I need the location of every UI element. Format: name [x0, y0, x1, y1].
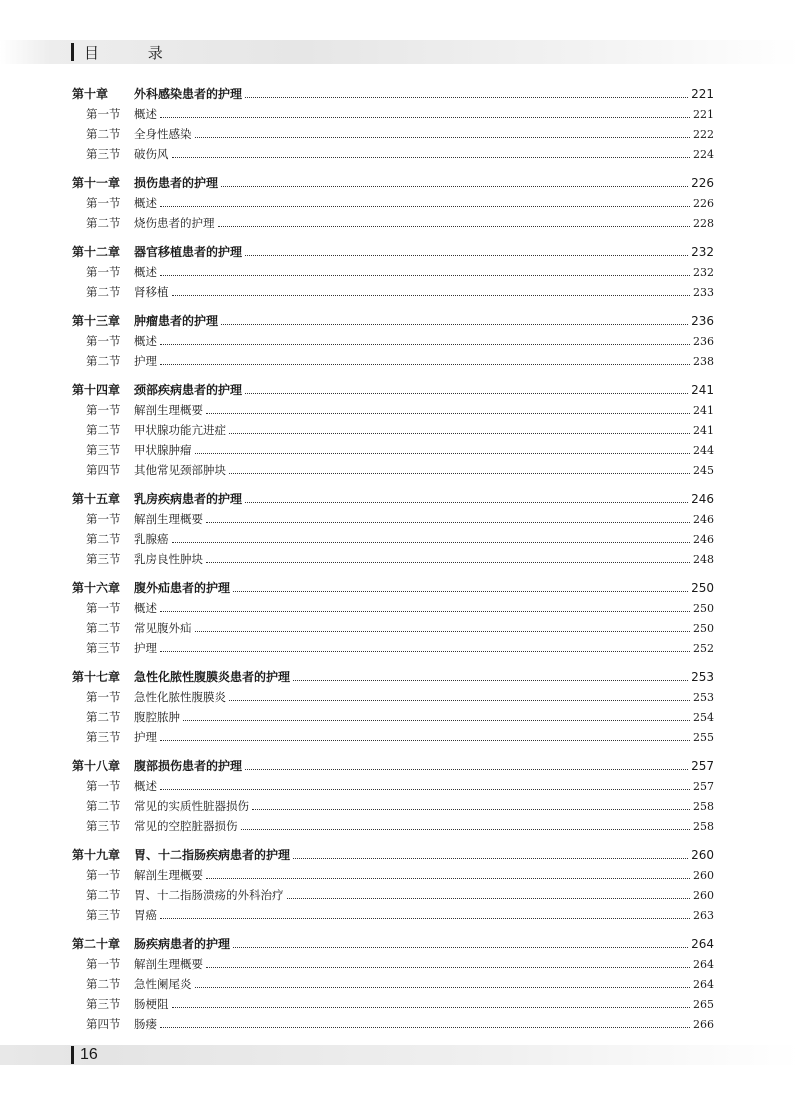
section-entry-number: 第一节	[86, 779, 121, 793]
section-entry-number: 第一节	[86, 512, 121, 526]
section-entry-title: 乳腺癌	[134, 532, 169, 546]
section-entry[interactable]	[72, 598, 714, 618]
chapter-entry[interactable]	[72, 173, 714, 193]
section-entry[interactable]	[72, 816, 714, 836]
section-entry-page: 254	[693, 711, 714, 724]
chapter-entry[interactable]	[72, 845, 714, 865]
section-entry[interactable]	[72, 994, 714, 1014]
section-entry-title: 肠瘘	[134, 1017, 157, 1031]
section-entry-number: 第二节	[86, 977, 121, 991]
chapter-entry-page: 232	[691, 245, 714, 259]
section-entry-page: 236	[693, 335, 714, 348]
section-entry-page: 264	[693, 958, 714, 971]
dot-leader	[245, 392, 688, 394]
section-entry-number: 第三节	[86, 730, 121, 744]
dot-leader	[233, 946, 688, 948]
section-entry-page: 257	[693, 780, 714, 793]
section-entry[interactable]	[72, 420, 714, 440]
dot-leader	[245, 96, 688, 98]
section-entry-title: 甲状腺功能亢进症	[134, 423, 226, 437]
section-entry-page: 252	[693, 642, 714, 655]
dot-leader	[195, 630, 691, 632]
chapter-entry-title: 肿瘤患者的护理	[134, 314, 219, 328]
section-entry-title: 肠梗阻	[134, 997, 169, 1011]
section-entry-page: 246	[693, 533, 714, 546]
section-entry-page: 241	[693, 424, 714, 437]
chapter-entry-number: 第十七章	[72, 670, 121, 684]
section-entry-page: 246	[693, 513, 714, 526]
page-number: 16	[80, 1046, 98, 1063]
section-entry-number: 第二节	[86, 532, 121, 546]
dot-leader	[221, 185, 688, 187]
dot-leader	[172, 294, 691, 296]
section-entry-number: 第一节	[86, 690, 121, 704]
section-entry-page: 233	[693, 286, 714, 299]
section-entry-page: 265	[693, 998, 714, 1011]
section-entry-page: 244	[693, 444, 714, 457]
section-entry-page: 260	[693, 889, 714, 902]
chapter-entry-title: 腹外疝患者的护理	[134, 581, 231, 595]
chapter-entry-title: 腹部损伤患者的护理	[134, 759, 243, 773]
section-entry-page: 258	[693, 800, 714, 813]
dot-leader	[252, 808, 690, 810]
section-entry[interactable]	[72, 509, 714, 529]
footer-accent-bar	[71, 1046, 74, 1064]
section-entry-title: 破伤风	[134, 147, 169, 161]
section-entry-number: 第二节	[86, 216, 121, 230]
dot-leader	[245, 254, 688, 256]
dot-leader	[160, 1026, 690, 1028]
section-entry-title: 乳房良性肿块	[134, 552, 203, 566]
section-entry-title: 烧伤患者的护理	[134, 216, 215, 230]
section-entry-page: 241	[693, 404, 714, 417]
section-entry-number: 第二节	[86, 354, 121, 368]
dot-leader	[293, 679, 688, 681]
chapter-entry-page: 253	[691, 670, 714, 684]
section-entry[interactable]	[72, 1014, 714, 1034]
chapter-entry-title: 颈部疾病患者的护理	[134, 383, 243, 397]
table-of-contents	[72, 84, 714, 1043]
section-entry-title: 胃癌	[134, 908, 157, 922]
section-entry-page: 228	[693, 217, 714, 230]
section-entry[interactable]	[72, 618, 714, 638]
chapter-entry-title: 器官移植患者的护理	[134, 245, 243, 259]
section-entry-title: 解剖生理概要	[134, 403, 203, 417]
section-entry-number: 第三节	[86, 641, 121, 655]
section-entry[interactable]	[72, 262, 714, 282]
section-entry[interactable]	[72, 213, 714, 233]
section-entry[interactable]	[72, 529, 714, 549]
section-entry-page: 266	[693, 1018, 714, 1031]
chapter-block	[72, 242, 714, 302]
section-entry-title: 概述	[134, 779, 157, 793]
dot-leader	[229, 699, 690, 701]
chapter-entry-page: 246	[691, 492, 714, 506]
section-entry[interactable]	[72, 727, 714, 747]
section-entry-number: 第三节	[86, 147, 121, 161]
dot-leader	[195, 452, 691, 454]
dot-leader	[183, 719, 690, 721]
dot-leader	[172, 156, 691, 158]
chapter-entry-number: 第十一章	[72, 176, 121, 190]
section-entry-page: 253	[693, 691, 714, 704]
page-title: 目 录	[84, 44, 185, 62]
section-entry[interactable]	[72, 638, 714, 658]
section-entry[interactable]	[72, 974, 714, 994]
section-entry-page: 250	[693, 622, 714, 635]
section-entry-number: 第三节	[86, 997, 121, 1011]
chapter-entry-page: 226	[691, 176, 714, 190]
section-entry-number: 第四节	[86, 1017, 121, 1031]
chapter-entry-title: 乳房疾病患者的护理	[134, 492, 243, 506]
dot-leader	[221, 323, 688, 325]
section-entry-page: 255	[693, 731, 714, 744]
section-entry-title: 胃、十二指肠溃疡的外科治疗	[134, 888, 284, 902]
dot-leader	[160, 610, 690, 612]
chapter-entry-number: 第十六章	[72, 581, 121, 595]
section-entry-title: 肾移植	[134, 285, 169, 299]
chapter-entry-page: 221	[691, 87, 714, 101]
section-entry-title: 护理	[134, 354, 157, 368]
dot-leader	[245, 768, 688, 770]
section-entry[interactable]	[72, 687, 714, 707]
section-entry-title: 常见的实质性脏器损伤	[134, 799, 249, 813]
section-entry[interactable]	[72, 549, 714, 569]
chapter-entry-number: 第十三章	[72, 314, 121, 328]
section-entry-page: 224	[693, 148, 714, 161]
section-entry-number: 第二节	[86, 285, 121, 299]
section-entry-number: 第二节	[86, 621, 121, 635]
chapter-entry-title: 损伤患者的护理	[134, 176, 219, 190]
section-entry-title: 腹腔脓肿	[134, 710, 180, 724]
section-entry-title: 护理	[134, 730, 157, 744]
dot-leader	[206, 521, 690, 523]
section-entry-number: 第三节	[86, 908, 121, 922]
section-entry-title: 护理	[134, 641, 157, 655]
header-accent-bar	[71, 43, 74, 61]
section-entry[interactable]	[72, 193, 714, 213]
dot-leader	[218, 225, 691, 227]
section-entry-title: 急性阑尾炎	[134, 977, 192, 991]
section-entry-title: 概述	[134, 265, 157, 279]
chapter-entry[interactable]	[72, 84, 714, 104]
chapter-entry-title: 胃、十二指肠疾病患者的护理	[134, 848, 291, 862]
section-entry-title: 常见的空腔脏器损伤	[134, 819, 238, 833]
dot-leader	[229, 472, 690, 474]
dot-leader	[206, 877, 690, 879]
section-entry-page: 263	[693, 909, 714, 922]
section-entry-number: 第二节	[86, 127, 121, 141]
chapter-entry-number: 第十二章	[72, 245, 121, 259]
dot-leader	[160, 274, 690, 276]
section-entry-page: 258	[693, 820, 714, 833]
chapter-block	[72, 311, 714, 371]
section-entry[interactable]	[72, 954, 714, 974]
section-entry[interactable]	[72, 351, 714, 371]
page-header	[0, 40, 800, 64]
section-entry-title: 概述	[134, 107, 157, 121]
chapter-entry[interactable]	[72, 756, 714, 776]
dot-leader	[245, 501, 688, 503]
chapter-entry-number: 第十五章	[72, 492, 121, 506]
chapter-entry-page: 241	[691, 383, 714, 397]
section-entry-page: 260	[693, 869, 714, 882]
chapter-block	[72, 934, 714, 1034]
chapter-entry[interactable]	[72, 578, 714, 598]
chapter-entry[interactable]	[72, 934, 714, 954]
chapter-entry-title: 外科感染患者的护理	[134, 87, 243, 101]
section-entry[interactable]	[72, 144, 714, 164]
chapter-entry-title: 肠疾病患者的护理	[134, 937, 231, 951]
dot-leader	[287, 897, 691, 899]
section-entry[interactable]	[72, 104, 714, 124]
section-entry-number: 第二节	[86, 423, 121, 437]
chapter-block	[72, 578, 714, 658]
dot-leader	[160, 650, 690, 652]
dot-leader	[293, 857, 688, 859]
section-entry-title: 常见腹外疝	[134, 621, 192, 635]
dot-leader	[206, 966, 690, 968]
section-entry-number: 第一节	[86, 868, 121, 882]
section-entry-number: 第四节	[86, 463, 121, 477]
section-entry[interactable]	[72, 865, 714, 885]
dot-leader	[195, 986, 691, 988]
section-entry-title: 概述	[134, 196, 157, 210]
dot-leader	[195, 136, 691, 138]
dot-leader	[229, 432, 690, 434]
chapter-block	[72, 380, 714, 480]
section-entry-title: 解剖生理概要	[134, 868, 203, 882]
section-entry-page: 264	[693, 978, 714, 991]
dot-leader	[160, 343, 690, 345]
section-entry-number: 第一节	[86, 601, 121, 615]
section-entry[interactable]	[72, 796, 714, 816]
chapter-entry[interactable]	[72, 311, 714, 331]
dot-leader	[206, 412, 690, 414]
section-entry-title: 解剖生理概要	[134, 512, 203, 526]
section-entry[interactable]	[72, 905, 714, 925]
chapter-block	[72, 489, 714, 569]
chapter-entry-page: 257	[691, 759, 714, 773]
chapter-entry-page: 236	[691, 314, 714, 328]
chapter-entry-page: 260	[691, 848, 714, 862]
chapter-entry-number: 第十章	[72, 87, 109, 101]
section-entry-title: 概述	[134, 601, 157, 615]
section-entry-page: 221	[693, 108, 714, 121]
section-entry-number: 第二节	[86, 799, 121, 813]
chapter-entry-number: 第二十章	[72, 937, 121, 951]
chapter-block	[72, 173, 714, 233]
section-entry-number: 第一节	[86, 196, 121, 210]
section-entry[interactable]	[72, 282, 714, 302]
section-entry-page: 250	[693, 602, 714, 615]
chapter-entry-number: 第十八章	[72, 759, 121, 773]
dot-leader	[160, 116, 690, 118]
section-entry-page: 238	[693, 355, 714, 368]
section-entry-title: 甲状腺肿瘤	[134, 443, 192, 457]
section-entry[interactable]	[72, 707, 714, 727]
section-entry-page: 226	[693, 197, 714, 210]
section-entry[interactable]	[72, 331, 714, 351]
section-entry[interactable]	[72, 440, 714, 460]
section-entry[interactable]	[72, 124, 714, 144]
chapter-entry-page: 264	[691, 937, 714, 951]
section-entry[interactable]	[72, 885, 714, 905]
chapter-entry-page: 250	[691, 581, 714, 595]
chapter-entry[interactable]	[72, 242, 714, 262]
section-entry-page: 245	[693, 464, 714, 477]
section-entry-number: 第一节	[86, 334, 121, 348]
dot-leader	[172, 541, 691, 543]
chapter-entry[interactable]	[72, 489, 714, 509]
dot-leader	[233, 590, 688, 592]
section-entry-title: 急性化脓性腹膜炎	[134, 690, 226, 704]
section-entry-number: 第三节	[86, 819, 121, 833]
chapter-block	[72, 667, 714, 747]
chapter-block	[72, 756, 714, 836]
section-entry-page: 222	[693, 128, 714, 141]
section-entry-number: 第三节	[86, 552, 121, 566]
section-entry[interactable]	[72, 400, 714, 420]
chapter-entry-number: 第十九章	[72, 848, 121, 862]
section-entry-page: 232	[693, 266, 714, 279]
dot-leader	[160, 363, 690, 365]
chapter-entry-title: 急性化脓性腹膜炎患者的护理	[134, 670, 291, 684]
dot-leader	[172, 1006, 691, 1008]
section-entry-number: 第一节	[86, 403, 121, 417]
chapter-entry[interactable]	[72, 380, 714, 400]
section-entry[interactable]	[72, 776, 714, 796]
chapter-entry-number: 第十四章	[72, 383, 121, 397]
section-entry-title: 解剖生理概要	[134, 957, 203, 971]
dot-leader	[160, 739, 690, 741]
dot-leader	[241, 828, 691, 830]
dot-leader	[160, 917, 690, 919]
section-entry-page: 248	[693, 553, 714, 566]
chapter-block	[72, 84, 714, 164]
chapter-block	[72, 845, 714, 925]
section-entry-title: 其他常见颈部肿块	[134, 463, 226, 477]
section-entry-title: 概述	[134, 334, 157, 348]
section-entry-number: 第二节	[86, 888, 121, 902]
dot-leader	[160, 788, 690, 790]
section-entry-number: 第一节	[86, 957, 121, 971]
dot-leader	[160, 205, 690, 207]
section-entry-number: 第一节	[86, 265, 121, 279]
dot-leader	[206, 561, 690, 563]
section-entry[interactable]	[72, 460, 714, 480]
section-entry-number: 第一节	[86, 107, 121, 121]
section-entry-title: 全身性感染	[134, 127, 192, 141]
chapter-entry[interactable]	[72, 667, 714, 687]
page-footer	[0, 1045, 800, 1065]
section-entry-number: 第二节	[86, 710, 121, 724]
section-entry-number: 第三节	[86, 443, 121, 457]
